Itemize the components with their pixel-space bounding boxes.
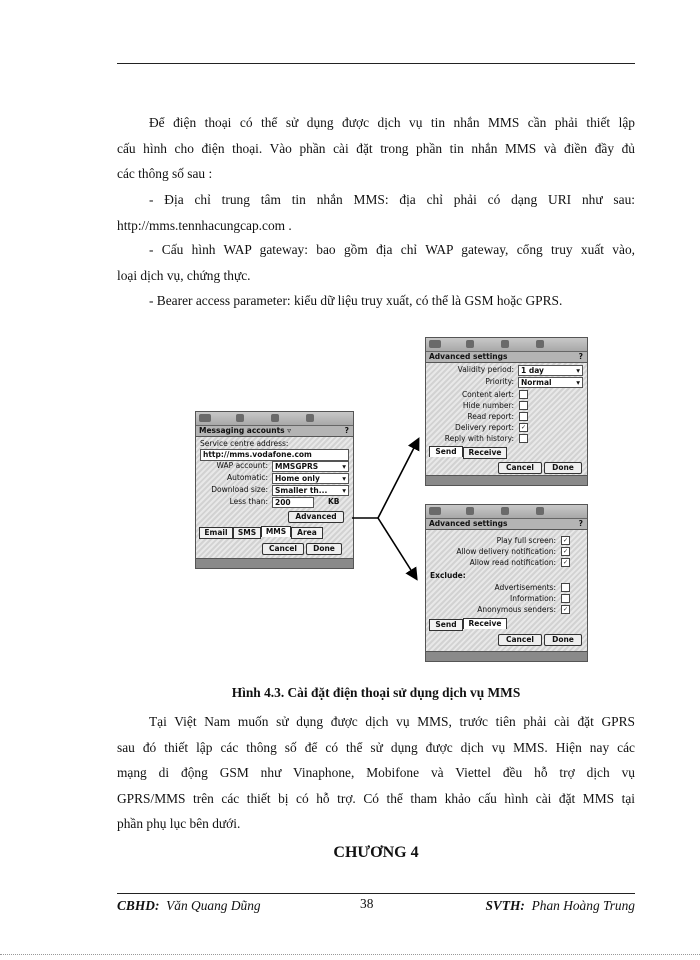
download-size-label: Download size: [211,485,268,494]
allow-read-label: Allow read notification: [469,558,556,567]
check-row [430,434,583,444]
content-alert-checkbox[interactable] [519,390,528,399]
read-report-checkbox[interactable] [519,412,528,421]
footer-student-name: Phan Hoàng Trung [531,898,635,913]
priority-label: Priority: [485,377,514,386]
tool-icon [536,507,544,515]
tool-icon [466,507,474,515]
tab-area[interactable]: Area [291,527,323,539]
text-line: GPRS/MMS trên các thiết bị có hỗ trợ. Có thể tham khảo cấu hình cài đặt MMS tại [117,790,635,806]
automatic-select[interactable] [272,473,349,484]
phone-bottom-bar [426,651,587,661]
tool-icon [536,340,544,348]
paragraph-mms-address [117,187,635,238]
play-full-screen-label: Play full screen: [496,536,556,545]
allow-read-checkbox[interactable]: ✓ [562,559,569,566]
read-report-label: Read report: [467,412,514,421]
service-centre-label: Service centre address: [200,439,289,448]
phone-advanced-settings-send [425,337,588,486]
chevron-down-icon: ▾ [576,378,580,387]
screen-title-text: Messaging accounts [199,426,285,435]
text-line: các thông số sau : [117,166,213,181]
reply-history-label: Reply with history: [444,434,514,443]
paragraph-intro [117,110,635,187]
screen-title: Messaging accounts ▿ ? [196,426,353,437]
cancel-button[interactable]: Cancel [498,634,542,646]
tab-send[interactable]: Send [429,619,463,631]
wap-account-select[interactable] [272,461,349,472]
advertisements-label: Advertisements: [494,583,556,592]
check-row [430,423,583,433]
text-line: Tại Việt Nam muốn sử dụng được dịch vụ MMS, trước tiên phải cài đặt GPRS [149,714,635,729]
validity-value: 1 day [521,366,544,375]
information-label: Information: [510,594,556,603]
paragraph-vietnam [117,709,635,837]
done-button[interactable]: Done [544,634,582,646]
screen-title [426,352,587,363]
footer-student [485,898,635,914]
arrows-diagram [340,430,430,590]
wap-account-row [200,461,349,471]
text-line: - Bearer access parameter: kiểu dữ liệu truy xuất, có thể là GSM hoặc GPRS. [149,293,563,308]
phone-status-bar [196,412,353,426]
validity-row [430,365,583,375]
chevron-down-icon: ▾ [342,474,346,483]
footer-rule [117,893,635,894]
tab-email[interactable]: Email [199,527,233,539]
less-than-unit: KB [328,497,340,506]
screen-body [426,530,587,653]
hide-number-label: Hide number: [462,401,514,410]
screen-body [196,437,353,560]
service-centre-input[interactable]: http://mms.vodafone.com [200,449,349,461]
phone-messaging-accounts [195,411,354,569]
tab-mms[interactable]: MMS [261,526,291,537]
download-size-select[interactable] [272,485,349,496]
content-alert-label: Content alert: [461,390,514,399]
help-icon[interactable]: ? [578,519,583,528]
tab-sms[interactable]: SMS [233,527,261,539]
text-line: - Địa chỉ trung tâm tin nhắn MMS: địa chỉ phải có dạng URI như sau: [149,192,635,207]
paragraph-bearer [117,288,635,314]
download-size-value: Smaller th... [275,486,328,495]
arrow-to-receive-settings [378,518,416,578]
check-row [430,401,583,411]
delivery-report-label: Delivery report: [455,423,514,432]
tool-icon [306,414,314,422]
download-size-row [200,485,349,495]
tab-receive[interactable]: Receive [463,447,507,459]
text-line: Để điện thoại có thể sử dụng được dịch vụ tin nhắn MMS cần phải thiết lập [149,115,635,130]
help-icon[interactable]: ? [344,426,349,435]
check-row [430,583,583,593]
chevron-down-icon: ▾ [342,486,346,495]
text-line: loại dịch vụ, chứng thực. [117,267,251,283]
cancel-button[interactable]: Cancel [262,543,304,555]
priority-row [430,377,583,387]
tool-icon [236,414,244,422]
tab-send[interactable]: Send [429,446,463,457]
exclude-label: Exclude: [430,571,466,580]
figure-caption: Hình 4.3. Cài đặt điện thoại sử dụng dịch vụ MMS [231,685,521,700]
validity-select[interactable] [518,365,583,376]
cancel-button[interactable]: Cancel [498,462,542,474]
phone-advanced-settings-receive [425,504,588,662]
delivery-report-checkbox[interactable]: ✓ [520,424,527,431]
text-line: sau đó thiết lập các thông số để có thể sử dụng được dịch vụ MMS. Hiện nay các [117,739,635,755]
footer-advisor-label: CBHD: [117,898,160,913]
chapter-heading: CHƯƠNG 4 [333,844,419,861]
arrow-to-send-settings [378,440,418,518]
page-bottom-border [0,954,700,955]
reply-history-checkbox[interactable] [519,434,528,443]
check-row [430,412,583,422]
text-line: - Cấu hình WAP gateway: bao gồm địa chỉ WAP gateway, cổng truy xuất vào, [149,242,635,257]
tab-receive[interactable]: Receive [463,618,507,629]
screen-title [426,519,587,530]
tool-icon [501,507,509,515]
check-row [430,390,583,400]
tool-icon [271,414,279,422]
footer-advisor [117,898,261,914]
wap-account-label: WAP account: [216,461,268,470]
phone-status-bar [426,505,587,519]
less-than-input[interactable]: 200 [272,497,314,508]
header-rule [117,63,635,64]
help-icon[interactable]: ? [578,352,583,361]
check-row [430,594,583,604]
paragraph-wap-gateway [117,237,635,288]
check-row [430,547,583,557]
allow-delivery-checkbox[interactable]: ✓ [562,548,569,555]
anonymous-senders-label: Anonymous senders: [477,605,556,614]
validity-label: Validity period: [457,365,514,374]
less-than-row [200,497,349,507]
tool-icon [501,340,509,348]
screen-title-text: Advanced settings [429,352,508,361]
allow-delivery-label: Allow delivery notification: [456,547,556,556]
priority-value: Normal [521,378,552,387]
app-icon [429,507,441,515]
text-line: http://mms.tennhacungcap.com . [117,217,292,233]
check-row [430,558,583,568]
play-full-screen-checkbox[interactable]: ✓ [562,537,569,544]
screen-title-text: Advanced settings [429,519,508,528]
screen-body [426,363,587,477]
less-than-label: Less than: [229,497,268,506]
automatic-row [200,473,349,483]
footer-student-label: SVTH: [485,898,525,913]
anonymous-senders-checkbox[interactable]: ✓ [562,606,569,613]
done-button[interactable]: Done [544,462,582,474]
chevron-down-icon: ▾ [576,366,580,375]
priority-select[interactable] [518,377,583,388]
advertisements-checkbox[interactable] [561,583,570,592]
phone-status-bar [426,338,587,352]
chevron-down-icon: ▾ [342,462,346,471]
text-line: cấu hình cho điện thoại. Vào phần cài đặt trong phần tin nhắn MMS và điền đầy đủ [117,140,635,156]
hide-number-checkbox[interactable] [519,401,528,410]
page-number: 38 [360,896,374,911]
check-row [430,536,583,546]
app-icon [199,414,211,422]
phone-bottom-bar [196,558,353,568]
phone-bottom-bar [426,475,587,485]
text-line: mạng di động GSM như Vinaphone, Mobifone và Viettel đều hỗ trợ dịch vụ [117,765,635,780]
wap-account-value: MMSGPRS [275,462,319,471]
tool-icon [466,340,474,348]
done-button[interactable]: Done [306,543,342,555]
text-line: phần phụ lục bên dưới. [117,816,241,831]
check-row [430,605,583,615]
advanced-button[interactable]: Advanced [288,511,344,523]
automatic-label: Automatic: [227,473,268,482]
footer-advisor-name: Văn Quang Dũng [166,898,261,913]
automatic-value: Home only [275,474,320,483]
information-checkbox[interactable] [561,594,570,603]
app-icon [429,340,441,348]
